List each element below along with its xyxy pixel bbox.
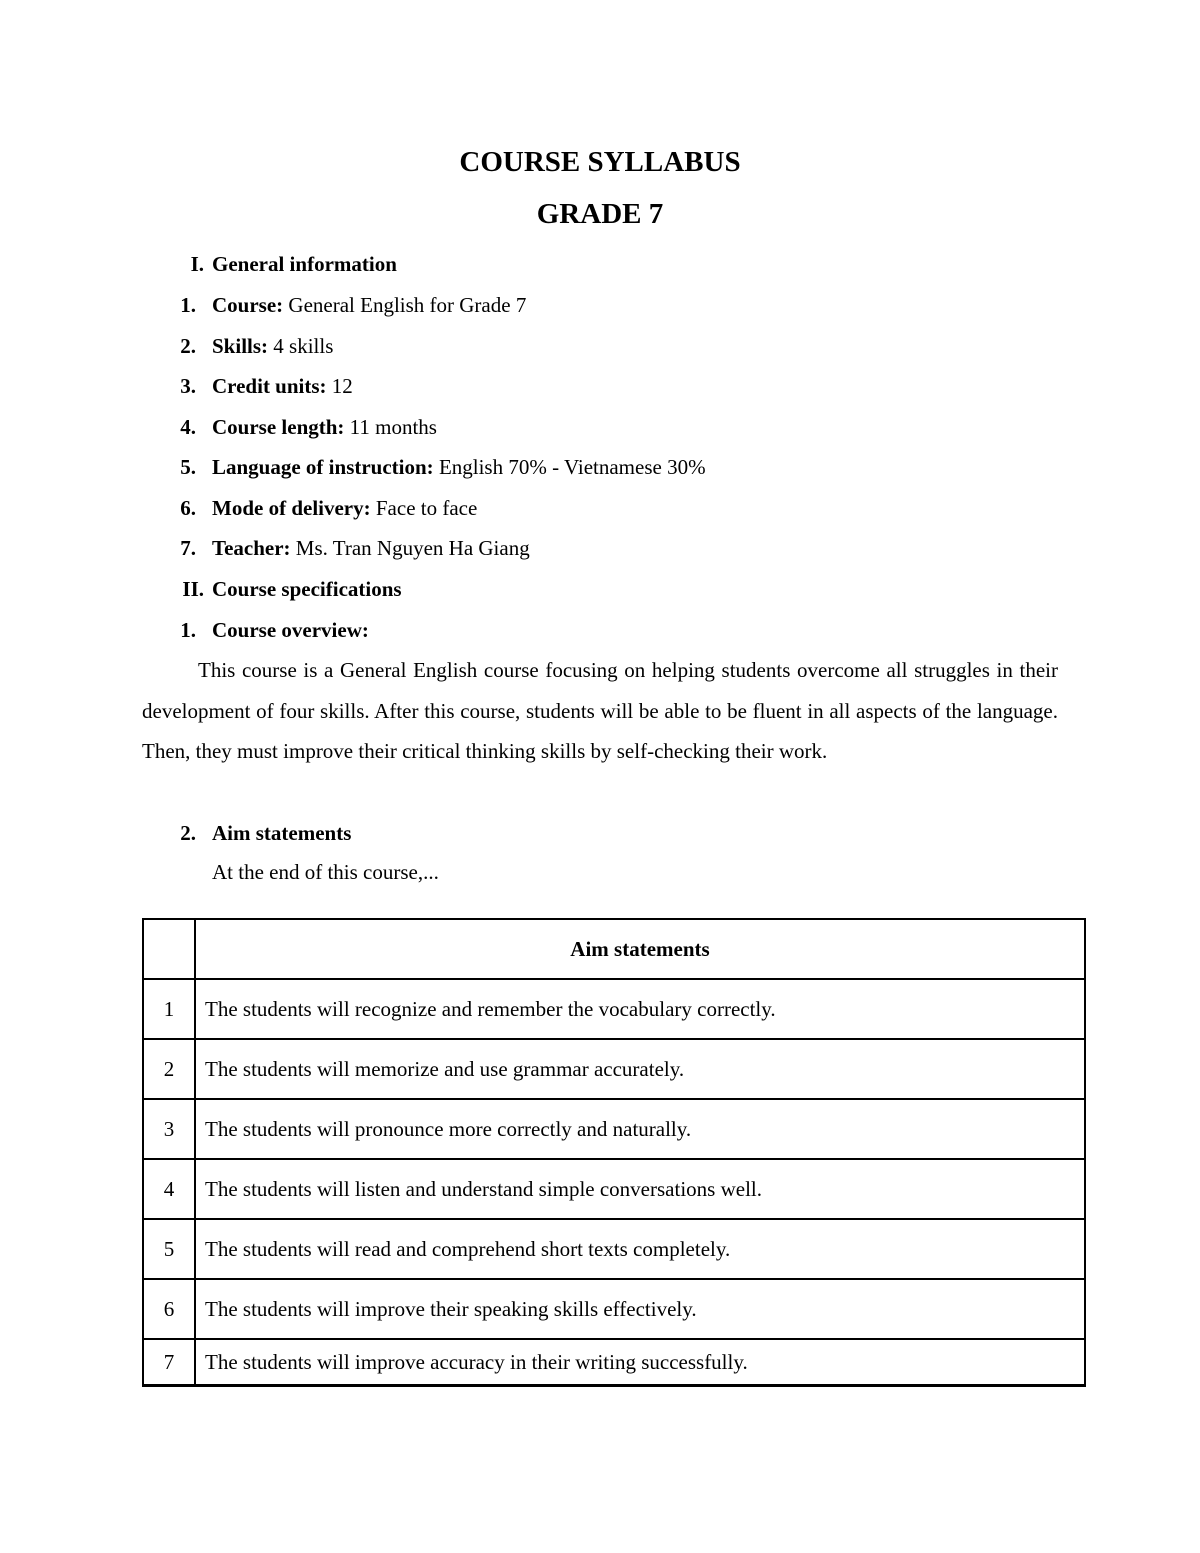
item-label: Course length: xyxy=(212,415,345,439)
row-text: The students will listen and understand simple conversations well. xyxy=(195,1159,1085,1219)
page-title: COURSE SYLLABUS xyxy=(459,146,741,178)
item-value: General English for Grade 7 xyxy=(283,293,527,317)
row-text: The students will improve their speaking skills effectively. xyxy=(195,1279,1085,1339)
item-label: Credit units: xyxy=(212,374,327,398)
item-value: Ms. Tran Nguyen Ha Giang xyxy=(290,536,530,560)
item-value: English 70% - Vietnamese 30% xyxy=(433,455,706,479)
table-row xyxy=(143,979,1085,1039)
info-item-course xyxy=(212,293,526,317)
info-item-language xyxy=(212,455,706,479)
item-label: Teacher: xyxy=(212,536,291,560)
info-item-course-length xyxy=(212,415,437,439)
row-index: 7 xyxy=(143,1339,195,1386)
table-row xyxy=(143,1159,1085,1219)
row-text: The students will improve accuracy in their writing successfully. xyxy=(195,1339,1085,1386)
table-row xyxy=(143,1279,1085,1339)
row-index: 4 xyxy=(143,1159,195,1219)
item-value: Face to face xyxy=(370,496,478,520)
item-number: 4. xyxy=(180,415,196,439)
table-row xyxy=(143,1039,1085,1099)
table-header-cell-empty xyxy=(143,919,195,979)
item-number: 2. xyxy=(180,334,196,358)
aim-intro-text: At the end of this course,... xyxy=(212,860,439,884)
course-overview-text: This course is a General English course focusing on helping students overcome all struggles in their development of four skills. After this course, students will be able to be fluent in all aspects of the language. Then, they must improve their critical thinking skills by self-checking their work. xyxy=(142,658,1058,763)
table-header-row xyxy=(143,919,1085,979)
row-index: 5 xyxy=(143,1219,195,1279)
info-item-teacher xyxy=(212,536,530,560)
row-index: 1 xyxy=(143,979,195,1039)
row-text: The students will memorize and use grammar accurately. xyxy=(195,1039,1085,1099)
table-header-cell: Aim statements xyxy=(195,919,1085,979)
item-number: 1. xyxy=(180,618,196,642)
section-heading: Course specifications xyxy=(212,577,402,601)
row-index: 2 xyxy=(143,1039,195,1099)
item-label: Course: xyxy=(212,293,284,317)
row-text: The students will pronounce more correctly and naturally. xyxy=(195,1099,1085,1159)
info-item-skills xyxy=(212,334,333,358)
row-index: 3 xyxy=(143,1099,195,1159)
item-label: Language of instruction: xyxy=(212,455,434,479)
item-number: 5. xyxy=(180,455,196,479)
item-number: 1. xyxy=(180,293,196,317)
item-label: Mode of delivery: xyxy=(212,496,371,520)
row-text: The students will read and comprehend short texts completely. xyxy=(195,1219,1085,1279)
item-label: Skills: xyxy=(212,334,269,358)
item-value: 4 skills xyxy=(268,334,334,358)
subsection-heading: Aim statements xyxy=(212,821,352,845)
info-item-mode-of-delivery xyxy=(212,496,477,520)
table-row xyxy=(143,1099,1085,1159)
section-numeral: I. xyxy=(190,252,204,276)
row-text: The students will recognize and remember the vocabulary correctly. xyxy=(195,979,1085,1039)
item-number: 2. xyxy=(180,821,196,845)
item-value: 12 xyxy=(326,374,353,398)
table-row xyxy=(143,1219,1085,1279)
item-number: 6. xyxy=(180,496,196,520)
item-value: 11 months xyxy=(344,415,437,439)
section-numeral: II. xyxy=(182,577,204,601)
subsection-heading: Course overview: xyxy=(212,618,369,642)
table-row xyxy=(143,1339,1085,1386)
info-item-credit-units xyxy=(212,374,353,398)
row-index: 6 xyxy=(143,1279,195,1339)
page-subtitle: GRADE 7 xyxy=(536,198,664,230)
section-heading: General information xyxy=(212,252,397,276)
aim-statements-table xyxy=(142,918,1086,1387)
item-number: 7. xyxy=(180,536,196,560)
item-number: 3. xyxy=(180,374,196,398)
